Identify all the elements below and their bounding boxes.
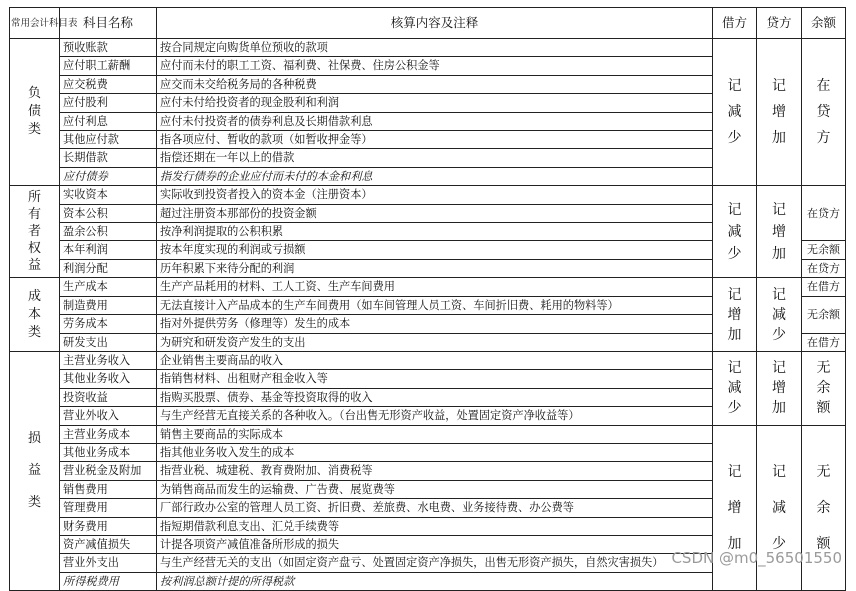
subject-name: 应交税费 <box>60 75 157 93</box>
subject-desc: 实际收到投资者投入的资本金（注册资本） <box>157 186 713 204</box>
equity-debit: 记 减 少 <box>713 186 757 278</box>
subject-desc: 指各项应付、暂收的款项（如暂收押金等） <box>157 131 713 149</box>
category-liabilities: 负 债 类 <box>10 39 60 186</box>
subject-name: 应付利息 <box>60 112 157 130</box>
header-subject-name: 科目名称 <box>60 8 157 39</box>
subject-desc: 指购买股票、债券、基金等投资取得的收入 <box>157 388 713 406</box>
subject-desc: 指短期借款利息支出、汇兑手续费等 <box>157 517 713 535</box>
subject-name: 制造费用 <box>60 296 157 314</box>
subject-desc: 按合同规定向购货单位预收的款项 <box>157 39 713 57</box>
header-common-subjects: 常用会计科目表 <box>10 8 60 39</box>
category-profit-loss: 损 益 类 <box>10 351 60 590</box>
subject-name: 所得税费用 <box>60 572 157 590</box>
subject-desc: 指发行债券的企业应付而未付的本金和利息 <box>157 167 713 185</box>
subject-desc: 应交而未交给税务局的各种税费 <box>157 75 713 93</box>
watermark: CSDN @m0_56501550 <box>671 549 842 567</box>
subject-name: 其他应付款 <box>60 131 157 149</box>
subject-name: 预收账款 <box>60 39 157 57</box>
subject-desc: 销售主要商品的实际成本 <box>157 425 713 443</box>
income-debit: 记 减 少 <box>713 351 757 425</box>
subject-desc: 指其他业务收入发生的成本 <box>157 443 713 461</box>
subject-name: 管理费用 <box>60 499 157 517</box>
header-row <box>10 8 846 39</box>
table-row <box>10 186 846 204</box>
subject-desc: 指营业税、城建税、教育费附加、消费税等 <box>157 462 713 480</box>
subject-name: 资产减值损失 <box>60 535 157 553</box>
subject-name: 营业税金及附加 <box>60 462 157 480</box>
subject-name: 应付股利 <box>60 94 157 112</box>
subject-name: 营业外收入 <box>60 407 157 425</box>
subject-name: 应付债券 <box>60 167 157 185</box>
subject-name: 应付职工薪酬 <box>60 57 157 75</box>
subject-desc: 指销售材料、出租财产租金收入等 <box>157 370 713 388</box>
accounting-subjects-table <box>9 7 846 591</box>
table-row <box>10 425 846 443</box>
equity-credit: 记 增 加 <box>757 186 802 278</box>
subject-desc: 应付未付给投资者的现金股利和利润 <box>157 94 713 112</box>
subject-name: 长期借款 <box>60 149 157 167</box>
subject-desc: 厂部行政办公室的管理人员工资、折旧费、差旅费、水电费、业务接待费、办公费等 <box>157 499 713 517</box>
category-equity: 所 有 者 权 益 <box>10 186 60 278</box>
subject-name: 实收资本 <box>60 186 157 204</box>
header-content: 核算内容及注释 <box>157 8 713 39</box>
subject-desc: 应付未付投资者的债券利息及长期借款利息 <box>157 112 713 130</box>
subject-name: 生产成本 <box>60 278 157 296</box>
equity-balance-a: 在贷方 <box>802 186 846 241</box>
subject-desc: 按利润总额计提的所得税款 <box>157 572 713 590</box>
category-cost: 成 本 类 <box>10 278 60 352</box>
equity-balance-c: 在贷方 <box>802 259 846 277</box>
subject-desc: 生产产品耗用的材料、工人工资、生产车间费用 <box>157 278 713 296</box>
subject-name: 资本公积 <box>60 204 157 222</box>
subject-desc: 为研究和研发资产发生的支出 <box>157 333 713 351</box>
table-row <box>10 351 846 369</box>
expense-debit: 记 增 加 <box>713 425 757 591</box>
subject-desc: 为销售商品而发生的运输费、广告费、展览费等 <box>157 480 713 498</box>
cost-credit: 记 减 少 <box>757 278 802 352</box>
header-balance: 余额 <box>802 8 846 39</box>
cost-balance-c: 在借方 <box>802 333 846 351</box>
table-row <box>10 39 846 57</box>
table-row <box>10 278 846 296</box>
subject-name: 投资收益 <box>60 388 157 406</box>
liabilities-credit: 记 增 加 <box>757 39 802 186</box>
income-credit: 记 增 加 <box>757 351 802 425</box>
liabilities-balance: 在 贷 方 <box>802 39 846 186</box>
subject-desc: 应付而未付的职工工资、福利费、社保费、住房公积金等 <box>157 57 713 75</box>
expense-balance: 无 余 额 <box>802 425 846 591</box>
subject-name: 营业外支出 <box>60 554 157 572</box>
subject-desc: 无法直接计入产品成本的生产车间费用（如车间管理人员工资、车间折旧费、耗用的物料等） <box>157 296 713 314</box>
subject-name: 财务费用 <box>60 517 157 535</box>
subject-name: 其他业务成本 <box>60 443 157 461</box>
cost-balance-a: 在借方 <box>802 278 846 296</box>
liabilities-debit: 记 减 少 <box>713 39 757 186</box>
subject-desc: 超过注册资本那部份的投资金额 <box>157 204 713 222</box>
income-balance: 无 余 额 <box>802 351 846 425</box>
subject-name: 劳务成本 <box>60 315 157 333</box>
subject-name: 主营业务收入 <box>60 351 157 369</box>
subject-name: 研发支出 <box>60 333 157 351</box>
subject-name: 盈余公积 <box>60 223 157 241</box>
subject-desc: 企业销售主要商品的收入 <box>157 351 713 369</box>
subject-desc: 指偿还期在一年以上的借款 <box>157 149 713 167</box>
subject-desc: 指对外提供劳务（修理等）发生的成本 <box>157 315 713 333</box>
subject-name: 销售费用 <box>60 480 157 498</box>
subject-desc: 与生产经营无关的支出（如固定资产盘亏、处置固定资产净损失，出售无形资产损失，自然灾害损失） <box>157 554 713 572</box>
equity-balance-b: 无余额 <box>802 241 846 259</box>
subject-desc: 按净利润提取的公积积累 <box>157 223 713 241</box>
subject-name: 其他业务收入 <box>60 370 157 388</box>
subject-name: 主营业务成本 <box>60 425 157 443</box>
subject-desc: 计提各项资产减值准备所形成的损失 <box>157 535 713 553</box>
subject-desc: 历年积累下来待分配的利润 <box>157 259 713 277</box>
expense-credit: 记 减 少 <box>757 425 802 591</box>
subject-name: 本年利润 <box>60 241 157 259</box>
header-debit: 借方 <box>713 8 757 39</box>
cost-debit: 记 增 加 <box>713 278 757 352</box>
subject-name: 利润分配 <box>60 259 157 277</box>
subject-desc: 按本年度实现的利润或亏损额 <box>157 241 713 259</box>
subject-desc: 与生产经营无直接关系的各种收入。（台出售无形资产收益，处置固定资产净收益等） <box>157 407 713 425</box>
header-credit: 贷方 <box>757 8 802 39</box>
cost-balance-b: 无余额 <box>802 296 846 333</box>
